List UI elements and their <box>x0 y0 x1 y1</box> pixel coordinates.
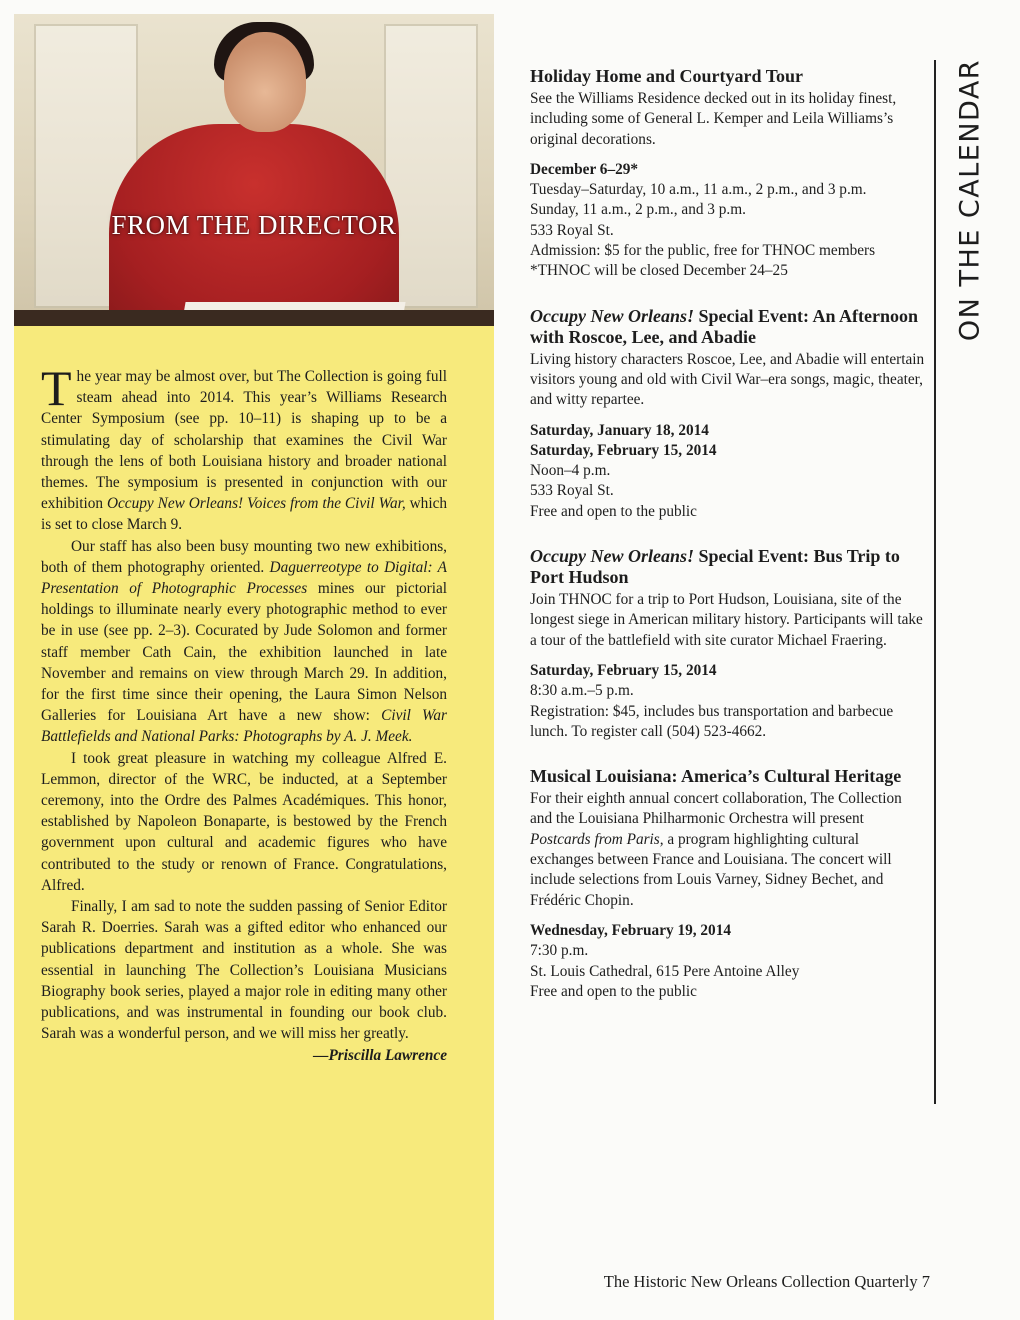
desc-text-2: a program highlighting cultural exchanges between France and Louisiana. The concert will include selections from Louis Varney, Sidney Bechet, and Frédéric Chopin. <box>530 830 892 909</box>
event-date: Wednesday, February 19, 2014 <box>530 921 731 939</box>
event-location: St. Louis Cathedral, 615 Pere Antoine Alley <box>530 962 800 980</box>
event-title-rest: Special Event: An Afternoon with Roscoe, Lee, and Abadie <box>530 305 919 347</box>
director-photo <box>14 14 494 326</box>
event-title <box>530 546 925 588</box>
p2-exhibition-title-1: Daguerreotype to Digital: A Presentation of Photographic Processes <box>41 558 447 598</box>
p2-exhibition-title-2: Civil War Battlefields and National Parks: Photographs by A. J. Meek. <box>41 707 447 746</box>
event-description: See the Williams Residence decked out in its holiday finest, including some of General L. Kemper and Leila Williams’s original decorations. <box>530 90 897 148</box>
event-title-italic: Occupy New Orleans! <box>530 546 694 567</box>
event-date: Saturday, January 18, 2014 <box>530 421 709 439</box>
event-note: *THNOC will be closed December 24–25 <box>530 262 788 280</box>
director-figure-head <box>224 32 306 132</box>
p1-exhibition-title: Occupy New Orleans! Voices from the Civil War, <box>106 495 406 513</box>
p2-text-2: mines our pictorial holdings to illuminate nearly every photographic method to ever be in use (see pp. 2–3). Cocurated by Jude Solomon and former staff member Cath Cain, the exhibition launched in late November and remains on view through March 29. In addition, for the first time since their opening, the Laura Simon Nelson Galleries for Louisiana Art have a new show: <box>41 580 447 725</box>
section-heading: FROM THE DIRECTOR <box>111 210 397 240</box>
p2-text: Our staff has also been busy mounting two new exhibitions, both of them photography oriented. <box>41 537 447 576</box>
event-title: Holiday Home and Courtyard Tour <box>530 66 804 86</box>
event-admission: Free and open to the public <box>530 502 697 520</box>
letter-paragraph-4: Finally, I am sad to note the sudden passing of Senior Editor Sarah R. Doerries. Sarah was a gifted editor who enhanced our publications department and institution as a whole. She was essential in launching The Collection’s Louisiana Musicians Biography book series, played a major role in editing many other publications, and was instrumental in founding our book club. Sarah was a wonderful person, and we will miss her greatly. <box>41 898 447 1043</box>
event-title-rest: Special Event: Bus Trip to Port Hudson <box>530 546 900 588</box>
p1-text-end: which is set to close March 9. <box>41 495 448 534</box>
event-title-italic: Occupy New Orleans! <box>530 305 694 326</box>
event-time: Noon–4 p.m. <box>530 462 611 480</box>
letter-paragraph-1 <box>41 360 448 536</box>
event-holiday-tour <box>530 66 925 282</box>
event-location: 533 Royal St. <box>530 482 614 500</box>
event-description <box>530 789 925 911</box>
event-title <box>530 306 925 348</box>
desc-text: For their eighth annual concert collaboration, The Collection and the Louisiana Philharmonic Orchestra will present <box>530 790 902 828</box>
calendar-label-text: ON THE CALENDAR <box>954 58 986 342</box>
event-date: December 6–29* <box>530 160 639 178</box>
event-detail: Sunday, 11 a.m., 2 p.m., and 3 p.m. <box>530 201 746 219</box>
event-musical-louisiana <box>530 766 925 1002</box>
event-registration: Registration: $45, includes bus transportation and barbecue lunch. To register call (504) 523-4662. <box>530 702 894 740</box>
event-description: Living history characters Roscoe, Lee, and Abadie will entertain visitors young and old with Civil War–era songs, magic, theater, and witty repartee. <box>530 350 925 409</box>
page-footer <box>560 1272 930 1292</box>
event-admission: Admission: $5 for the public, free for THNOC members <box>530 242 876 260</box>
desk <box>14 310 494 326</box>
letter-paragraph-2 <box>41 536 447 748</box>
program-title: Postcards from Paris, <box>530 830 664 848</box>
director-letter <box>41 360 448 1066</box>
calendar-rule <box>934 60 936 1104</box>
event-time: 7:30 p.m. <box>530 942 589 960</box>
event-date: Saturday, February 15, 2014 <box>530 661 717 679</box>
page-number: 7 <box>921 1272 930 1291</box>
event-time: 8:30 a.m.–5 p.m. <box>530 682 634 700</box>
event-description: Join THNOC for a trip to Port Hudson, Louisiana, site of the longest siege in American military history. Participants will take a tour of the battlefield with site curator Michael Fraering. <box>530 591 923 649</box>
event-admission: Free and open to the public <box>530 982 697 1000</box>
drop-cap: T <box>41 360 72 416</box>
letter-paragraph-3: I took great pleasure in watching my colleague Alfred E. Lemmon, director of the WRC, be inducted, at a September ceremony, into the Ordre des Palmes Académiques. This honor, established by Napoleon Bonaparte, is bestowed by the French government upon cultural and academic figures who have contributed to the study or renown of France. Congratulations, Alfred. <box>41 749 447 894</box>
publication-name: The Historic New Orleans Collection Quarterly <box>603 1272 918 1291</box>
event-detail: Tuesday–Saturday, 10 a.m., 11 a.m., 2 p.m., and 3 p.m. <box>530 181 867 199</box>
event-roscoe-lee-abadie <box>530 306 925 522</box>
signature: —Priscilla Lawrence <box>313 1046 447 1064</box>
event-location: 533 Royal St. <box>530 221 614 239</box>
calendar-events <box>530 66 925 1026</box>
event-date: Saturday, February 15, 2014 <box>530 441 717 459</box>
p1-text: he year may be almost over, but The Collection is going full steam ahead into 2014. This year’s Williams Research Center Symposium (see pp. 10–11) is shaping up to be a stimulating day of scholarship that examines the Civil War through the lens of both Louisiana history and broader national themes. The symposium is presented in conjunction with our exhibition <box>41 368 447 513</box>
event-title: Musical Louisiana: America’s Cultural Heritage <box>530 766 902 787</box>
event-port-hudson <box>530 546 925 742</box>
calendar-side-label <box>950 60 990 340</box>
